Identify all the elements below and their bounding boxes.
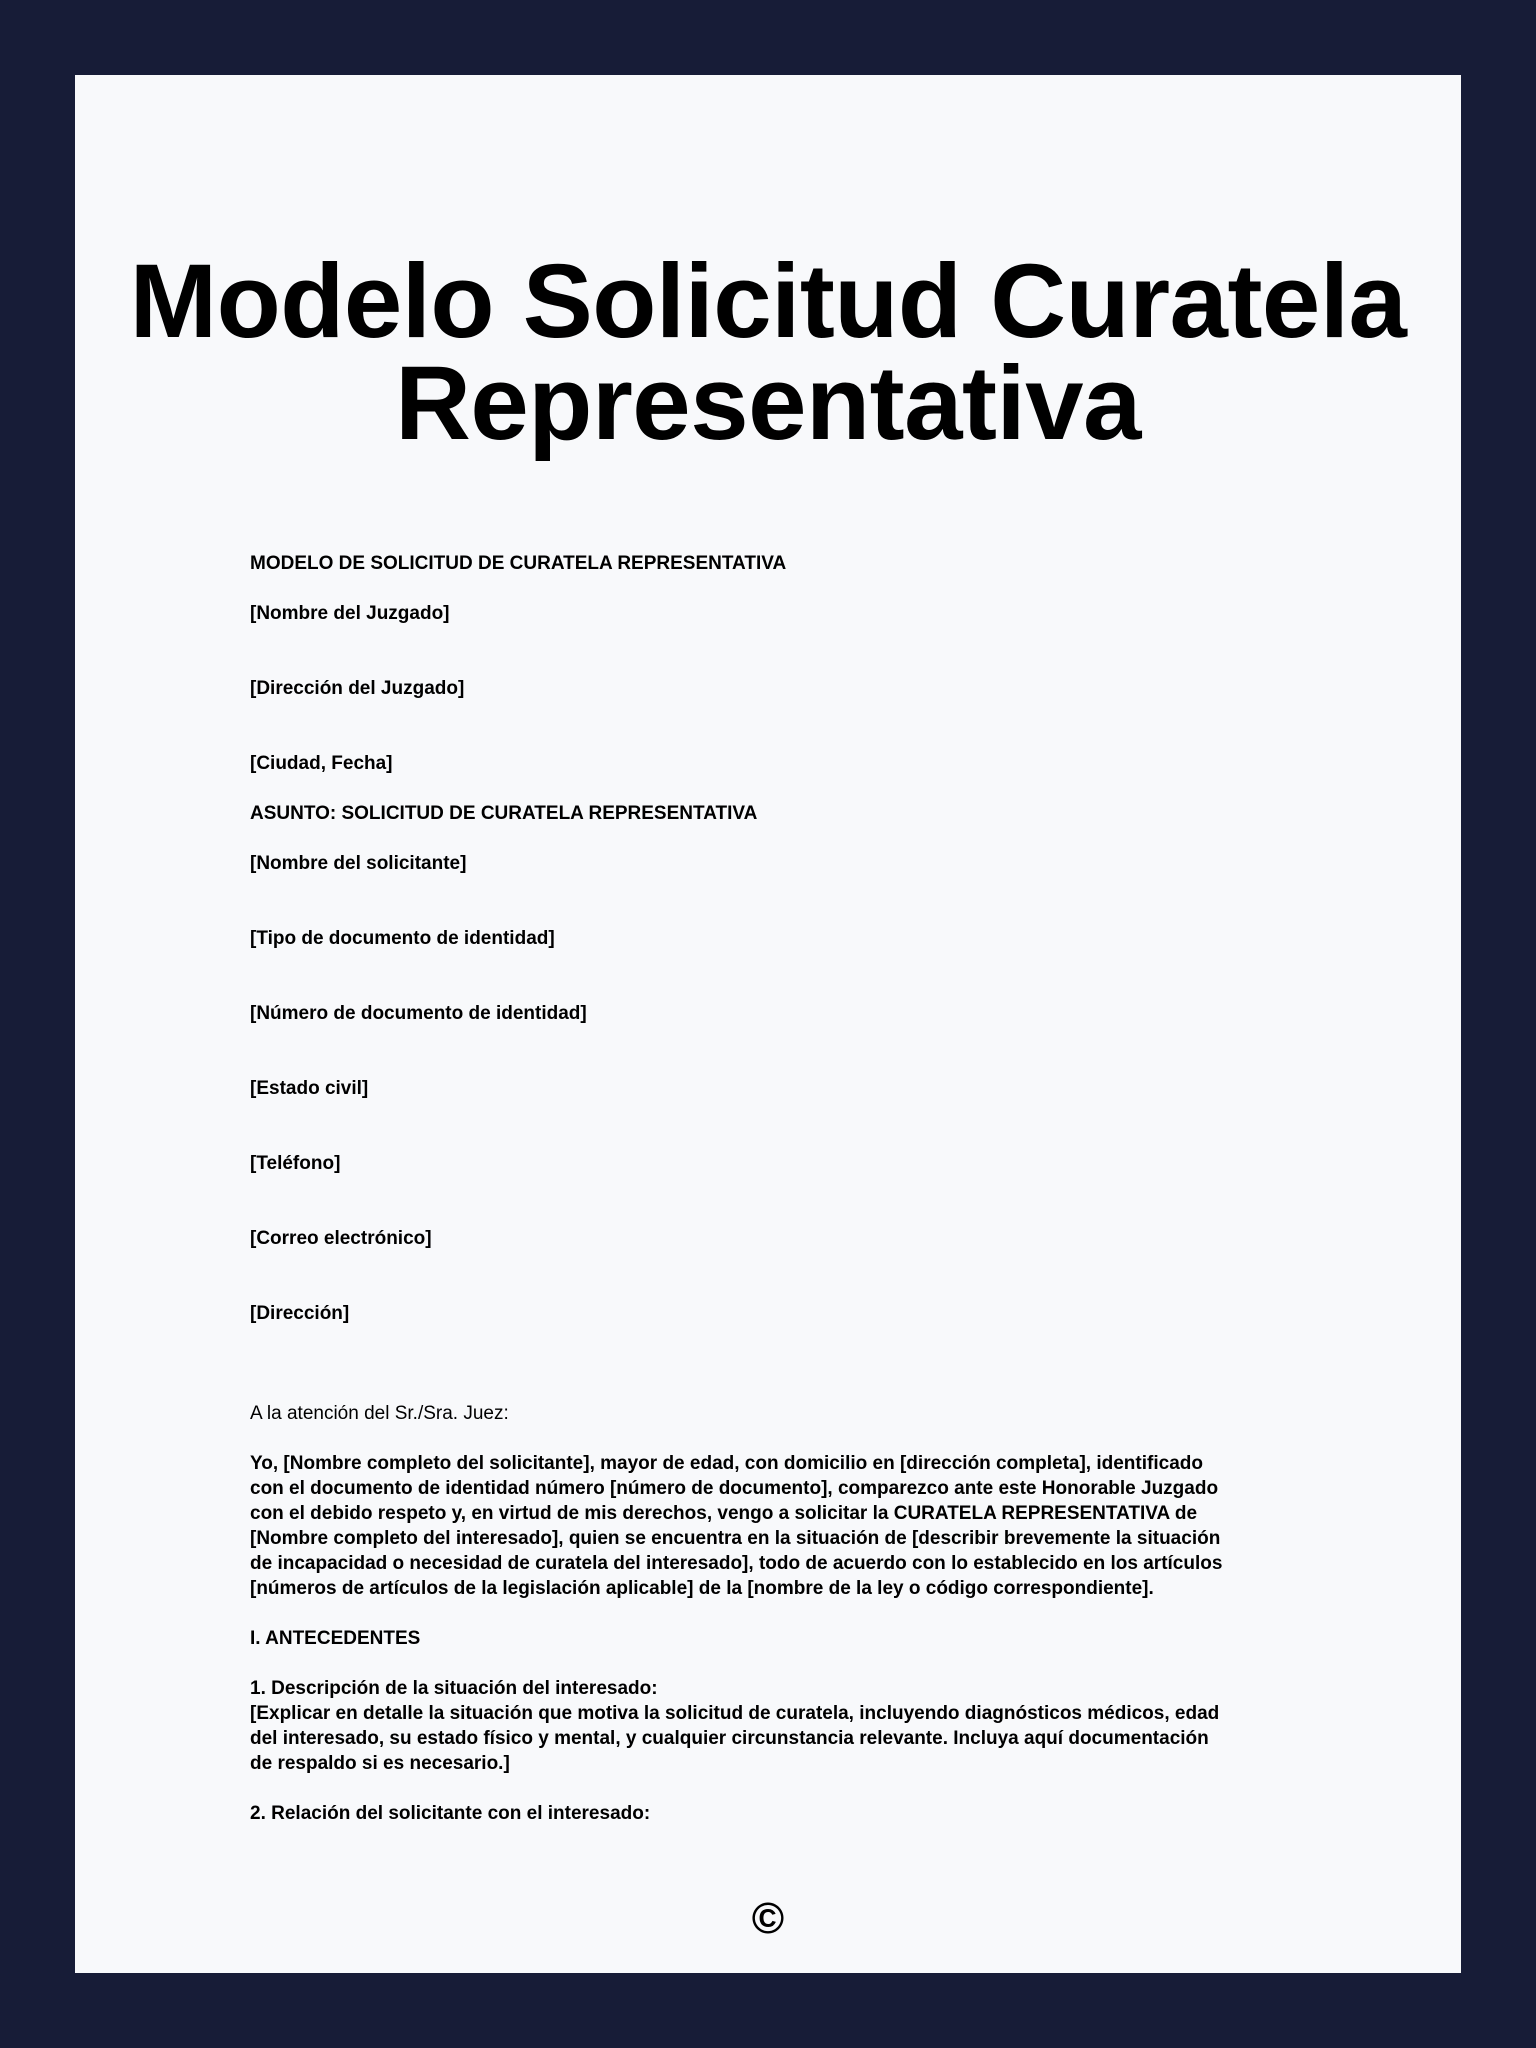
document-heading: MODELO DE SOLICITUD DE CURATELA REPRESENTATIVA xyxy=(250,553,787,574)
phone: [Teléfono] xyxy=(250,1153,341,1174)
item2-heading: 2. Relación del solicitante con el interesado: xyxy=(250,1803,651,1824)
email: [Correo electrónico] xyxy=(250,1228,432,1249)
document-body xyxy=(250,551,1370,1826)
document-title: Modelo Solicitud Curatela Representativa xyxy=(129,243,1407,462)
document-page xyxy=(75,75,1461,1973)
civil-status: [Estado civil] xyxy=(250,1078,369,1099)
applicant-name: [Nombre del solicitante] xyxy=(250,853,467,874)
section-heading: I. ANTECEDENTES xyxy=(250,1628,421,1649)
salutation: A la atención del Sr./Sra. Juez: xyxy=(250,1403,509,1424)
id-type: [Tipo de documento de identidad] xyxy=(250,928,555,949)
court-address: [Dirección del Juzgado] xyxy=(250,678,465,699)
item1-heading: 1. Descripción de la situación del interesado: xyxy=(250,1678,658,1699)
address: [Dirección] xyxy=(250,1303,350,1324)
intro-paragraph: Yo, [Nombre completo del solicitante], mayor de edad, con domicilio en [dirección completa], identificado con el documento de identidad número [número de documento], comparezco ante este Honorable Juzgado con el debido respeto y, en virtud de mis derechos, vengo a solicitar la CURATELA REPRESENTATIVA de [Nombre completo del interesado], quien se encuentra en la situación de [describir brevemente la situación de incapacidad o necesidad de curatela del interesado], todo de acuerdo con lo establecido en los artículos [números de artículos de la legislación aplicable] de la [nombre de la ley o código correspondiente]. xyxy=(250,1453,1223,1599)
city-date: [Ciudad, Fecha] xyxy=(250,753,393,774)
court-name: [Nombre del Juzgado] xyxy=(250,603,450,624)
item1-text: [Explicar en detalle la situación que motiva la solicitud de curatela, incluyendo diagnósticos médicos, edad del interesado, su estado físico y mental, y cualquier circunstancia relevante. Incluya aquí documentación de respaldo si es necesario.] xyxy=(250,1703,1220,1774)
subject-line: ASUNTO: SOLICITUD DE CURATELA REPRESENTATIVA xyxy=(250,803,758,824)
copyright-symbol: © xyxy=(751,1894,785,1943)
id-number: [Número de documento de identidad] xyxy=(250,1003,587,1024)
